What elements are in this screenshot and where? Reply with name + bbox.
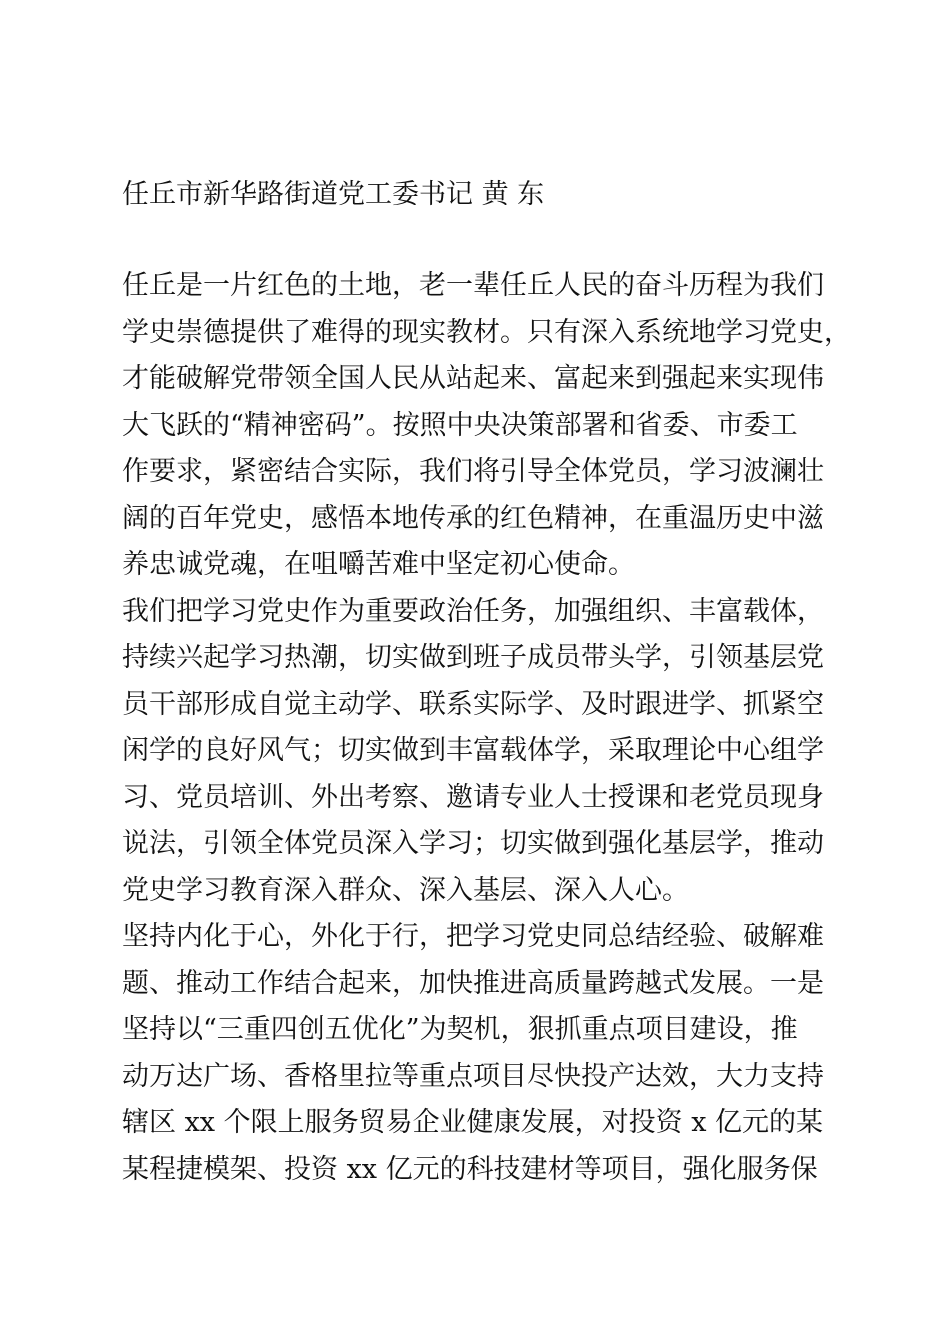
author-byline: 任丘市新华路街道党工委书记 黄 东 — [122, 179, 545, 210]
text-line: 党史学习教育深入群众、深入基层、深入人心。 — [122, 874, 689, 906]
paragraph-2 — [122, 589, 842, 915]
text-line: 坚持内化于心，外化于行，把学习党史同总结经验、破解难 — [122, 921, 824, 952]
text-line: 持续兴起学习热潮，切实做到班子成员带头学，引领基层党 — [122, 642, 824, 673]
text-line: 坚持以“三重四创五优化”为契机，狠抓重点项目建设，推 — [122, 1014, 798, 1045]
text-line: 我们把学习党史作为重要政治任务，加强组织、丰富载体， — [122, 595, 824, 627]
text-line: 作要求，紧密结合实际，我们将引导全体党员，学习波澜壮 — [122, 456, 824, 487]
article-body — [122, 263, 851, 1193]
text-line: 习、党员培训、外出考察、邀请专业人士授课和老党员现身 — [122, 781, 824, 813]
paragraph-1 — [122, 263, 851, 589]
text-line: 阔的百年党史，感悟本地传承的红色精神，在重温历史中滋 — [122, 502, 824, 534]
text-line: 说法，引领全体党员深入学习；切实做到强化基层学，推动 — [122, 828, 824, 859]
text-line: 才能破解党带领全国人民从站起来、富起来到强起来实现伟 — [122, 363, 824, 394]
text-line: 某程捷模架、投资 xx 亿元的科技建材等项目，强化服务保 — [122, 1153, 818, 1185]
text-line: 大飞跃的“精神密码”。按照中央决策部署和省委、市委工 — [122, 409, 798, 441]
text-line: 辖区 xx 个限上服务贸易企业健康发展，对投资 x 亿元的某 — [122, 1107, 824, 1138]
text-line: 任丘是一片红色的土地，老一辈任丘人民的奋斗历程为我们 — [122, 270, 824, 301]
text-line: 动万达广场、香格里拉等重点项目尽快投产达效，大力支持 — [122, 1060, 824, 1092]
paragraph-3 — [122, 914, 842, 1193]
text-line: 学史崇德提供了难得的现实教材。只有深入系统地学习党史， — [122, 316, 851, 348]
text-line: 题、推动工作结合起来，加快推进高质量跨越式发展。一是 — [122, 967, 824, 999]
text-line: 闲学的良好风气；切实做到丰富载体学，采取理论中心组学 — [122, 735, 824, 766]
text-line: 养忠诚党魂，在咀嚼苦难中坚定初心使命。 — [122, 549, 635, 580]
text-line: 员干部形成自觉主动学、联系实际学、及时跟进学、抓紧空 — [122, 688, 824, 720]
